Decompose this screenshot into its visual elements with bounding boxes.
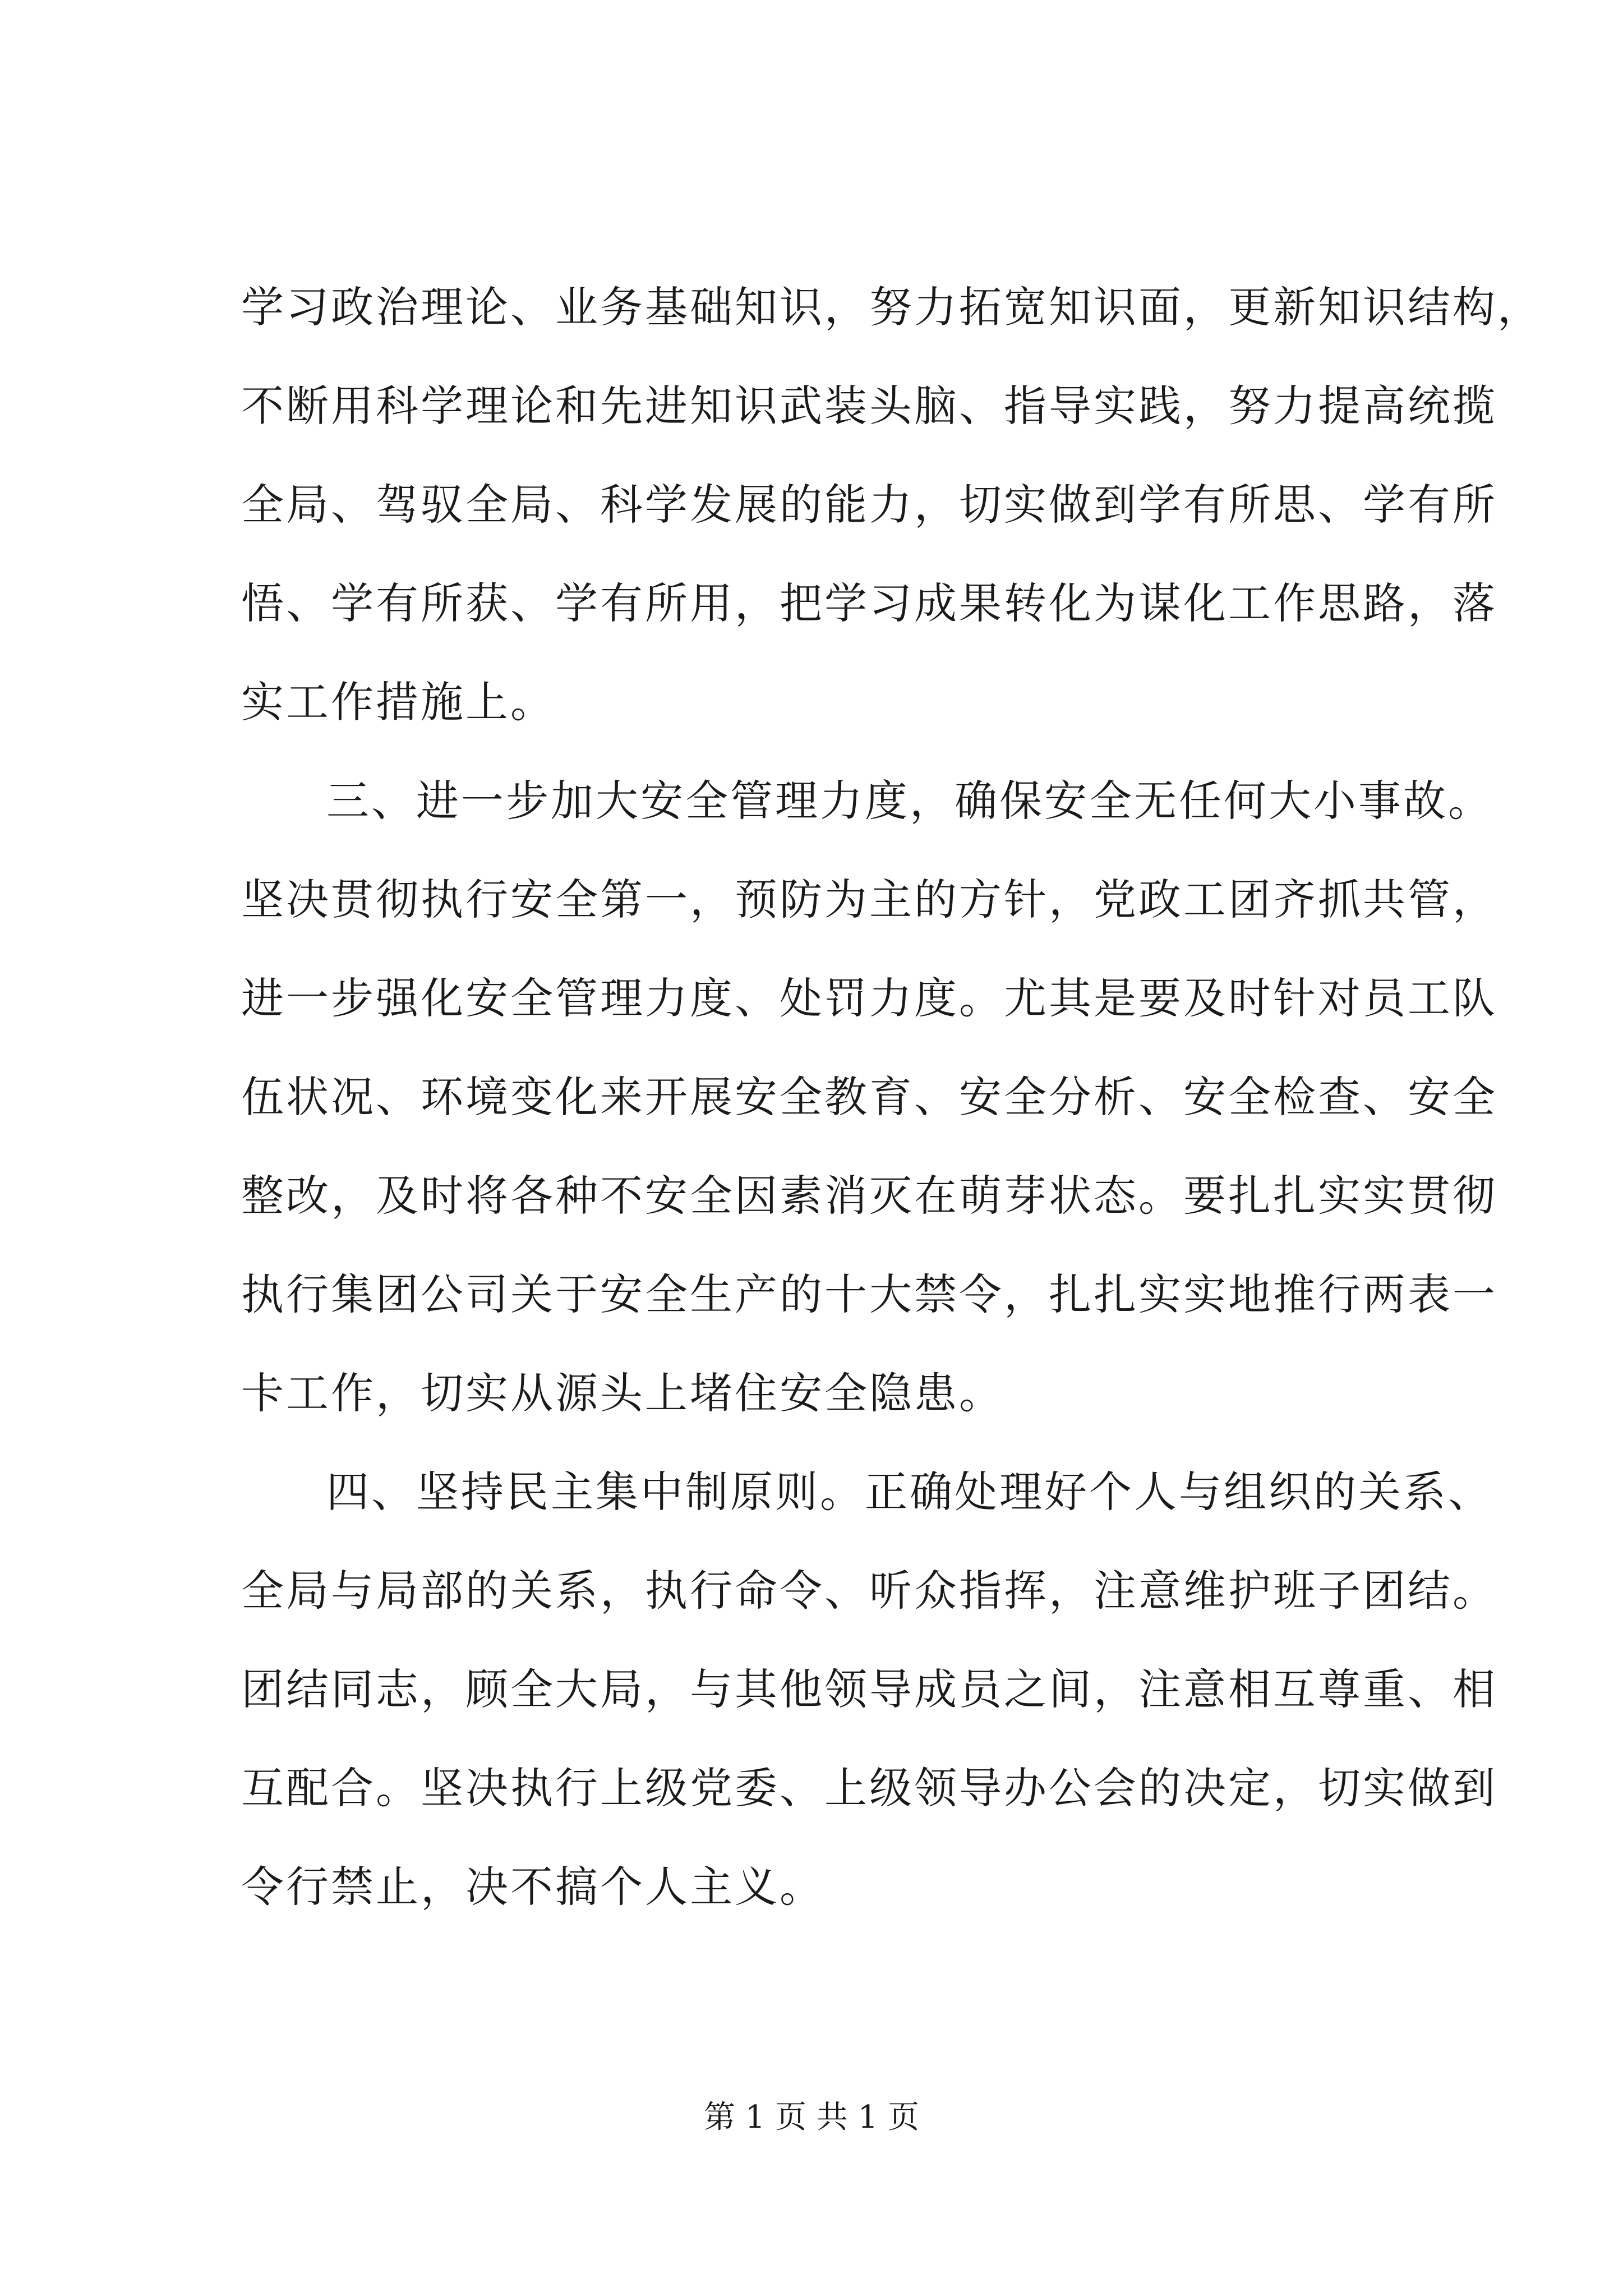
paragraph-line: 团结同志，顾全大局，与其他领导成员之间，注意相互尊重、相	[241, 1664, 1497, 1714]
paragraph-study	[241, 258, 1542, 752]
paragraph-line: 坚决贯彻执行安全第一，预防为主的方针，党政工团齐抓共管，	[241, 875, 1497, 924]
paragraph-line: 进一步强化安全管理力度、处罚力度。尤其是要及时针对员工队	[241, 973, 1497, 1023]
paragraph-line: 互配合。坚决执行上级党委、上级领导办公会的决定，切实做到	[241, 1763, 1497, 1813]
paragraph-line: 卡工作，切实从源头上堵住安全隐患。	[241, 1368, 1004, 1418]
paragraph-line: 全局与局部的关系，执行命令、听众指挥，注意维护班子团结。	[241, 1566, 1497, 1616]
paragraph-line: 伍状况、环境变化来开展安全教育、安全分析、安全检查、安全	[241, 1072, 1497, 1122]
paragraph-line: 悟、学有所获、学有所用，把学习成果转化为谋化工作思路，落	[241, 578, 1497, 628]
paragraph-line: 执行集团公司关于安全生产的十大禁令，扎扎实实地推行两表一	[241, 1269, 1497, 1319]
paragraph-line: 学习政治理论、业务基础知识，努力拓宽知识面，更新知识结构，	[241, 282, 1542, 332]
paragraph-line: 令行禁止，决不搞个人主义。	[241, 1862, 824, 1912]
paragraph-democratic-centralism	[241, 1443, 1497, 1936]
paragraph-line: 整改，及时将各种不安全因素消灭在萌芽状态。要扎扎实实贯彻	[241, 1171, 1497, 1221]
paragraph-line: 不断用科学理论和先进知识武装头脑、指导实践，努力提高统揽	[241, 381, 1497, 431]
paragraph-safety	[241, 752, 1497, 1443]
paragraph-heading-line: 三、进一步加大安全管理力度，确保安全无任何大小事故。	[326, 776, 1493, 826]
document-body	[241, 258, 1542, 1936]
page-footer: 第 1 页 共 1 页	[703, 2099, 920, 2136]
paragraph-heading-line: 四、坚持民主集中制原则。正确处理好个人与组织的关系、	[326, 1467, 1493, 1517]
paragraph-line: 全局、驾驭全局、科学发展的能力，切实做到学有所思、学有所	[241, 480, 1497, 530]
paragraph-line: 实工作措施上。	[241, 677, 555, 727]
